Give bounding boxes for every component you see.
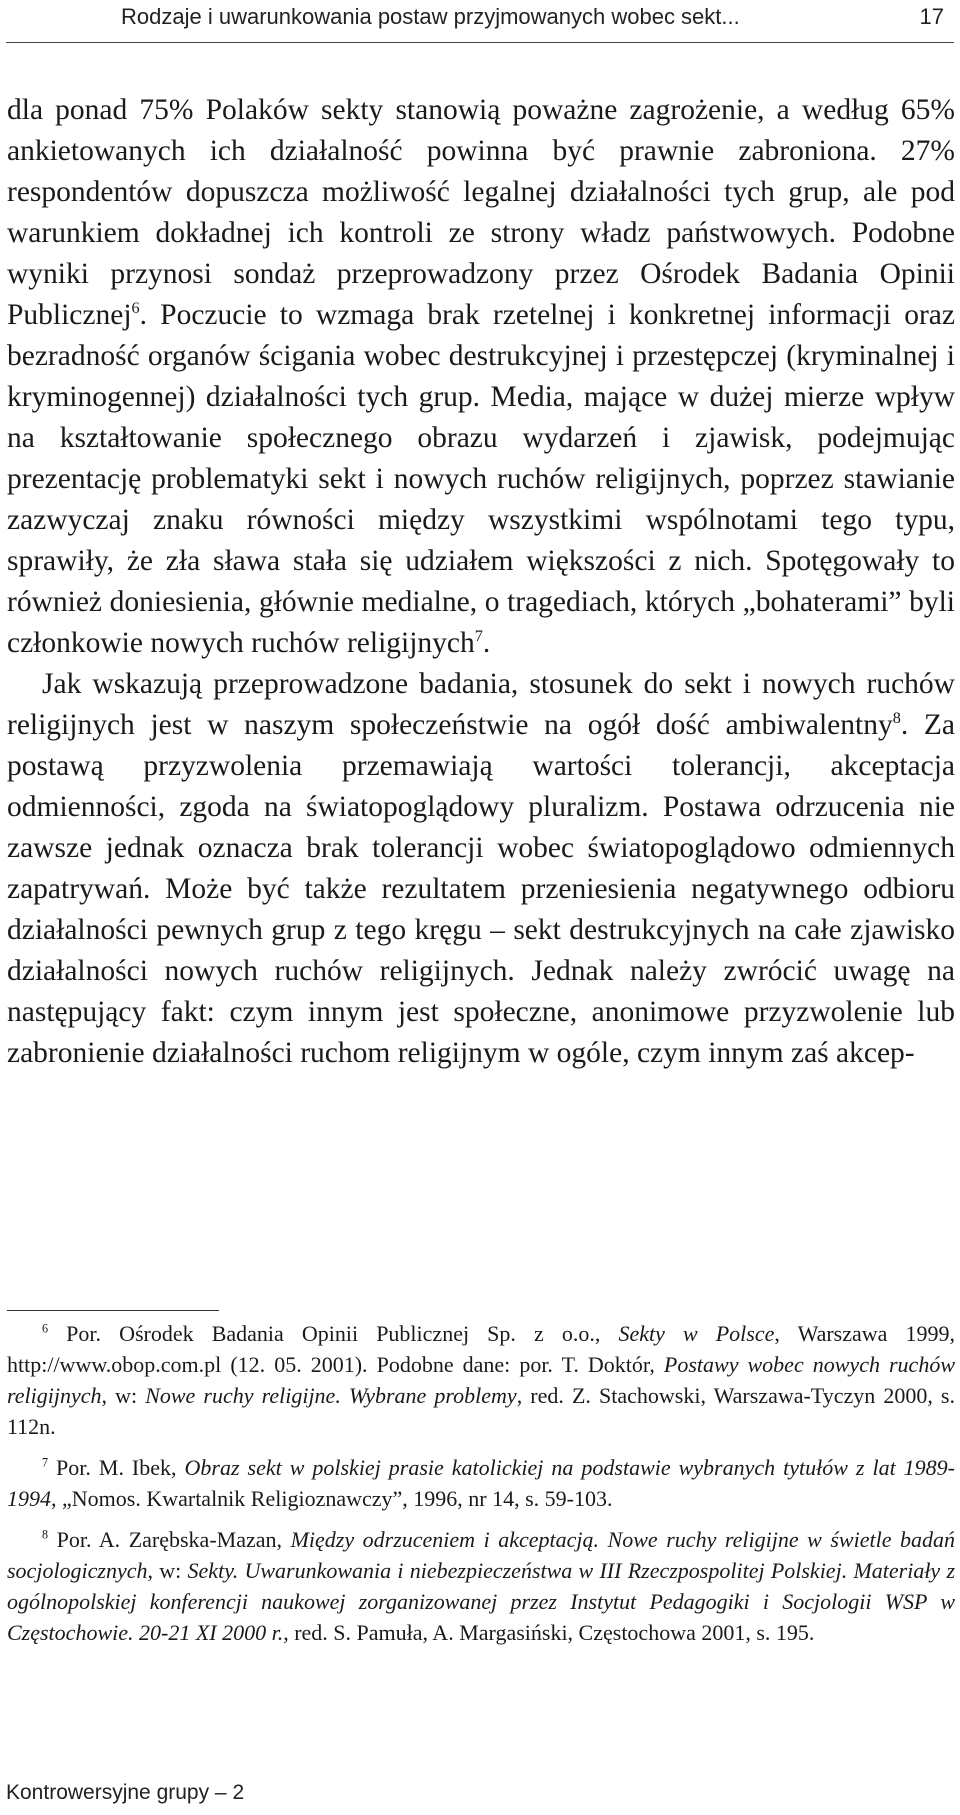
footnote-8-text-3: , red. S. Pamuła, A. Margasiński, Częstochowa 2001, s. 195. (283, 1620, 815, 1645)
paragraph-1-text: dla ponad 75% Polaków sekty stanowią poważne zagrożenie, a według 65% ankietowanych ich działalność powinna być prawnie zabroniona. 27% respondentów dopuszcza możliwość legalnej działalności tych grup, ale pod warunkiem dokładnej ich kontroli ze strony władz państwowych. Podobne wyniki przynosi sondaż przeprowadzony przez Ośrodek Badania Opinii Publicznej (7, 94, 955, 331)
paragraph-1-end: . (482, 627, 491, 659)
footnote-7-text-2: , „Nomos. Kwartalnik Religioznawczy”, 1996, nr 14, s. 59-103. (51, 1486, 613, 1511)
page-number: 17 (919, 4, 944, 29)
paragraph-2-text: Jak wskazują przeprowadzone badania, stosunek do sekt i nowych ruchów religijnych jest w naszym społeczeństwie na ogół dość ambiwalentny (7, 668, 955, 741)
footnote-6-text-4: , red. Z. Stachowski, Warszawa-Tyczyn 2000, s. 112n. (7, 1383, 955, 1439)
footnote-6-title-2: Postawy wobec nowych ruchów religijnych (7, 1352, 956, 1408)
footnote-7 (7, 1452, 955, 1514)
footnote-ref-7: 7 (474, 627, 483, 646)
footnote-separator (7, 1310, 219, 1311)
running-title: Rodzaje i uwarunkowania postaw przyjmowanych wobec sekt... (121, 4, 740, 29)
main-text (7, 90, 955, 1074)
footnote-6-title-3: Nowe ruchy religijne. Wybrane problemy (145, 1383, 517, 1408)
footnote-6-title-1: Sekty w Polsce (618, 1321, 775, 1346)
paragraph-2-text-cont: . Za postawą przyzwolenia przemawiają wartości tolerancji, akceptacja odmienności, zgoda na światopoglądowy pluralizm. Postawa odrzucenia nie zawsze jednak oznacza brak tolerancji wobec światopoglądowo odmiennych zapatrywań. Może być także rezultatem przeniesienia negatywnego odbioru działalności pewnych grup z tego kręgu – sekt destrukcyjnych na całe zjawisko działalności nowych ruchów religijnych. Jednak należy zwrócić uwagę na następujący fakt: czym innym jest społeczne, anonimowe przyzwolenie lub zabronienie działalności ruchom religijnym w ogóle, czym innym zaś akcep- (7, 709, 955, 1069)
footnote-7-text: Por. M. Ibek, (48, 1455, 185, 1480)
footnote-ref-6: 6 (131, 299, 140, 318)
footnote-8-text-2: , w: (147, 1558, 188, 1583)
footnote-8-text: Por. A. Zarębska-Mazan, (48, 1527, 291, 1552)
paragraph-1 (7, 90, 955, 664)
footnote-8-number: 8 (42, 1527, 49, 1542)
page-footer: Kontrowersyjne grupy – 2 (6, 1781, 245, 1804)
footnote-7-number: 7 (42, 1455, 49, 1470)
footnote-6-text: Por. Ośrodek Badania Opinii Publicznej Sp. z o.o., (48, 1321, 619, 1346)
footnotes (7, 1318, 955, 1658)
footnote-6-text-3: , w: (101, 1383, 146, 1408)
footnote-8-title-1: Między odrzuceniem i akceptacją. Nowe ruchy religijne w świetle badań socjologicznych (7, 1527, 956, 1583)
footnote-8-title-2: Sekty. Uwarunkowania i niebezpieczeństwa w III Rzeczpospolitej Polskiej. Materiały z ogólnopolskiej konferencji naukowej zorganizowanej przez Instytut Pedagogiki i Socjologii WSP w Częstochowie. 20-21 XI 2000 r. (7, 1558, 956, 1645)
paragraph-1-text-cont: . Poczucie to wzmaga brak rzetelnej i konkretnej informacji oraz bezradność organów ścigania wobec destrukcyjnej i przestępczej (kryminalnej i kryminogennej) działalności tych grup. Media, mające w dużej mierze wpływ na kształtowanie społecznego obrazu wydarzeń i zjawisk, podejmując prezentację problematyki sekt i nowych ruchów religijnych, poprzez stawianie zazwyczaj znaku równości między wszystkimi wspólnotami tego typu, sprawiły, że zła sława stała się udziałem większości z nich. Spotęgowały to również doniesienia, głównie medialne, o tragediach, których „bohaterami” byli członkowie nowych ruchów religijnych (7, 299, 955, 659)
footnote-6 (7, 1318, 955, 1442)
footnote-8 (7, 1524, 955, 1648)
footnote-6-text-2: , Warszawa 1999, http://www.obop.com.pl (12. 05. 2001). Podobne dane: por. T. Doktór, (7, 1321, 955, 1377)
running-header (6, 0, 954, 43)
footnote-6-number: 6 (42, 1321, 49, 1336)
paragraph-2 (7, 664, 955, 1074)
footnote-7-title: Obraz sekt w polskiej prasie katolickiej na podstawie wybranych tytułów z lat 1989-1994 (7, 1455, 955, 1511)
footnote-ref-8: 8 (892, 709, 901, 728)
